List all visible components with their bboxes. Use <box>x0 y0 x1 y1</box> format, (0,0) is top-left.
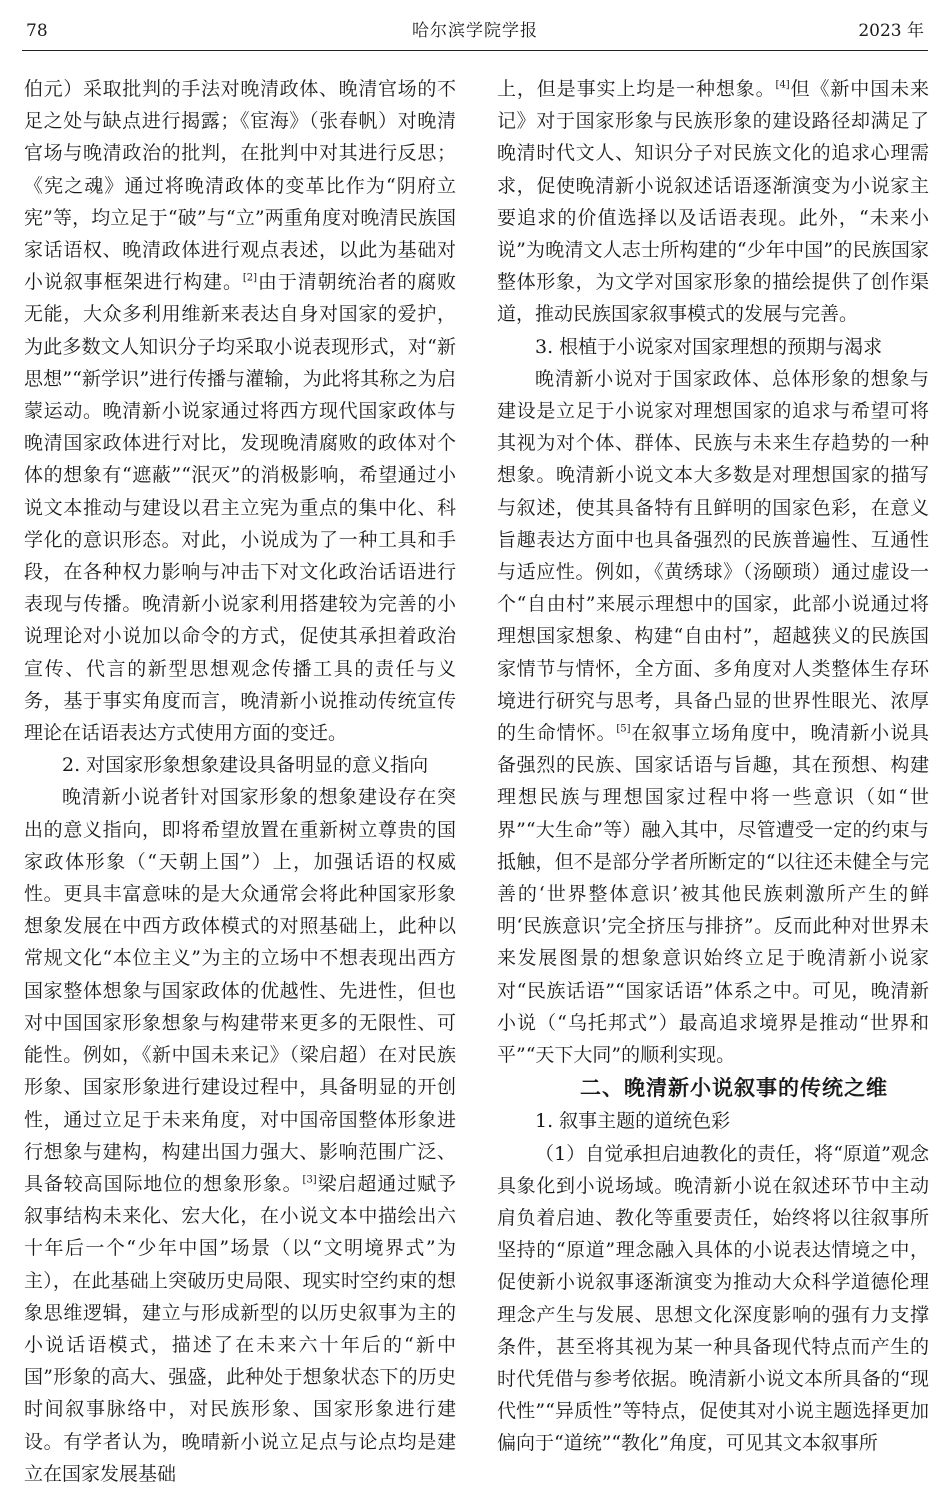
citation: [3] <box>302 1174 317 1186</box>
paragraph: 伯元）采取批判的手法对晚清政体、晚清官场的不足之处与缺点进行揭露；《宦海》（张春帆）对晚清官场与晚清政治的批判，在批判中对其进行反思；《宪之魂》通过将晚清政体的变革比作为“阴府立宪”等，均立足于“破”与“立”两重角度对晚清民族国家话语权、晚清政体进行观点表述，以此为基础对小说叙事框架进行构建。[2]由于清朝统治者的腐败无能，大众多利用维新来表达自身对国家的爱护，为此多数文人知识分子均采取小说表现形式，对“新思想”“新学识”进行传播与灌输，为此将其称之为启蒙运动。晚清新小说家通过将西方现代国家政体与晚清国家政体进行对比，发现晚清腐败的政体对个体的想象有“遮蔽”“泯灭”的消极影响，希望通过小说文本推动与建设以君主立宪为重点的集中化、科学化的意识形态。对此，小说成为了一种工具和手段，在各种权力影响与冲击下对文化政治话语进行表现与传播。晚清新小说家利用搭建较为完善的小说理论对小说加以命令的方式，促使其承担着政治宣传、代言的新型思想观念传播工具的责任与义务，基于事实角度而言，晚清新小说推动传统宣传理论在话语表达方式使用方面的变迁。 <box>24 78 456 745</box>
subsection-heading: 2. 对国家形象想象建设具备明显的意义指向 <box>62 754 429 777</box>
page-header <box>22 16 928 46</box>
paragraph: 晚清新小说对于国家政体、总体形象的想象与建设是立足于小说家对理想国家的追求与希望可将其视为对个体、群体、民族与未来生存趋势的一种想象。晚清新小说文本大多数是对理想国家的描写与叙述，使其具备特有且鲜明的国家色彩，在意义旨趣表达方面中也具备强烈的民族普遍性、互通性与适应性。例如，《黄绣球》（汤颐琐）通过虚设一个“自由村”来展示理想中的国家，此部小说通过将理想国家想象、构建“自由村”，超越狭义的民族国家情节与情怀，全方面、多角度对人类整体生存环境进行研究与思考，具备凸显的世界性眼光、浓厚的生命情怀。[5]在叙事立场角度中，晚清新小说具备强烈的民族、国家话语与旨趣，其在预想、构建理想民族与理想国家过程中将一些意识（如“世界”“大生命”等）融入其中，尽管遭受一定的约束与抵触，但不是部分学者所断定的“以往还未健全与完善的‘世界整体意识’被其他民族刺激所产生的鲜明‘民族意识’完全挤压与排挤”。反而此种对世界未来发展图景的想象意识始终立足于晚清新小说家对“民族话语”“国家话语”体系之中。可见，晚清新小说（“乌托邦式”）最高追求境界是推动“世界和平”“天下大同”的顺利实现。 <box>497 367 929 1067</box>
paragraph: 上，但是事实上均是一种想象。[4]但《新中国未来记》对于国家形象与民族形象的建设路径却满足了晚清时代文人、知识分子对民族文化的追求心理需求，促使晚清新小说叙述话语逐渐演变为小说家主要追求的价值选择以及话语表现。此外，“未来小说”为晚清文人志士所构建的“少年中国”的民族国家整体形象，为文学对国家形象的描绘提供了创作渠道，推动民族国家叙事模式的发展与完善。 <box>497 78 929 326</box>
paragraph: 晚清新小说者针对国家形象的想象建设存在突出的意义指向，即将希望放置在重新树立尊贵的国家政体形象（“天朝上国”）上，加强话语的权威性。更具丰富意味的是大众通常会将此种国家形象想象发展在中西方政体模式的对照基础上，此种以常规文化“本位主义”为主的立场中不想表现出西方国家整体想象与国家政体的优越性、先进性，但也对中国国家形象想象与构建带来更多的无限性、可能性。例如，《新中国未来记》（梁启超）在对民族形象、国家形象进行建设过程中，具备明显的开创性，通过立足于未来角度，对中国帝国整体形象进行想象与建构，构建出国力强大、影响范围广泛、具备较高国际地位的想象形象。[3]梁启超通过赋予叙事结构未来化、宏大化，在小说文本中描绘出六十年后一个“少年中国”场景（以“文明境界式”为主），在此基础上突破历史局限、现实时空约束的想象思维逻辑，建立与形成新型的以历史叙事为主的小说话语模式，描述了在未来六十年后的“新中国”形象的高大、强盛，此种处于想象状态下的历史时间叙事脉络中，对民族形象、国家形象进行建设。有学者认为，晚晴新小说立足点与论点均是建立在国家发展基础 <box>24 786 456 1485</box>
section-title: 二、晚清新小说叙事的传统之维 <box>580 1076 888 1101</box>
subsection-heading: 3. 根植于小说家对国家理想的预期与渴求 <box>535 335 883 358</box>
citation: [4] <box>775 79 790 91</box>
publication-year: 2023 年 <box>858 21 924 41</box>
paragraph: （1）自觉承担启迪教化的责任，将“原道”观念具象化到小说场域。晚清新小说在叙述环节中主动肩负着启迪、教化等重要责任，始终将以往叙事所坚持的“原道”理念融入具体的小说表达情境之中，促使新小说叙事逐渐演变为推动大众科学道德伦理理念产生与发展、思想文化深度影响的强有力支撑条件，甚至将其视为某一种具备现代特点而产生的时代凭借与参考依据。晚清新小说文本所具备的“现代性”“异质性”等特点，促使其对小说主题选择更加偏向于“道统”“教化”角度，可见其文本叙事所 <box>497 1142 929 1455</box>
citation: [2] <box>242 272 258 284</box>
journal-title: 哈尔滨学院学报 <box>412 21 538 41</box>
header-rule <box>22 50 928 51</box>
right-column <box>497 73 929 1473</box>
citation: [5] <box>616 723 631 735</box>
left-column <box>24 73 456 1485</box>
page-number: 78 <box>26 21 48 41</box>
subsection-heading: 1. 叙事主题的道统色彩 <box>535 1110 731 1133</box>
